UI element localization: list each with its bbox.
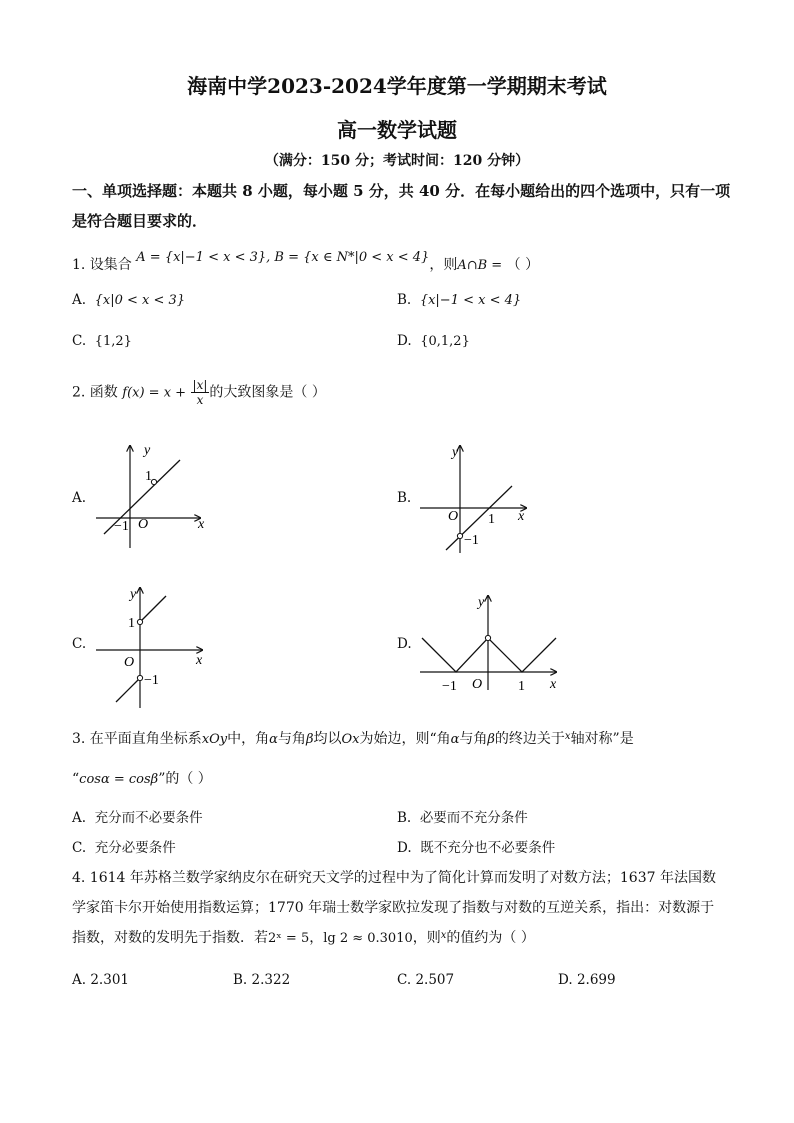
section-heading: 一、单项选择题：本题共 8 小题，每小题 5 分，共 40 分．在每小题给出的四个选项中，只有一项是符合题目要求的．	[72, 182, 731, 230]
function-line-left	[116, 678, 140, 702]
q3-beta: β	[487, 732, 495, 747]
open-point	[485, 635, 490, 640]
q3-cos-expr: cosα = cosβ	[79, 772, 159, 787]
option-text: 既不充分也不必要条件	[420, 840, 556, 856]
origin-label: O	[138, 517, 149, 532]
y-label: y	[144, 443, 151, 458]
q2-func: f(x) = x +	[122, 385, 187, 401]
exam-title: 海南中学2023-2024学年度第一学期期末考试	[187, 74, 607, 98]
exam-subtitle: 高一数学试题	[337, 118, 457, 142]
q4-eq1: 2ˣ = 5	[268, 931, 310, 946]
function-line-right	[140, 596, 166, 622]
q4-option-b	[233, 972, 290, 988]
q2-graph-a	[90, 440, 220, 550]
tick-1: 1	[488, 512, 495, 527]
q2-graph-b-letter: B.	[397, 490, 412, 506]
q4-eq2: lg 2 ≈ 0.3010	[323, 931, 413, 946]
option-letter: A.	[72, 972, 87, 988]
option-text: {0,1,2}	[420, 334, 470, 349]
option-letter: A.	[72, 810, 87, 826]
origin-label: O	[124, 655, 135, 670]
tick-neg1: −1	[114, 519, 129, 534]
option-text: {1,2}	[94, 334, 132, 349]
open-point	[151, 479, 156, 484]
option-letter: B.	[397, 292, 412, 308]
q2-graph-d-letter: D.	[397, 636, 412, 652]
q3-ox: Ox	[341, 732, 360, 747]
q1-prefix: 1. 设集合	[72, 257, 132, 273]
x-label: x	[198, 517, 205, 532]
y-label: y	[478, 595, 485, 610]
q2-fraction	[191, 378, 210, 407]
option-text: {x|−1 < x < 4}	[419, 293, 522, 308]
frac-numerator: |x|	[192, 378, 208, 392]
q3-option-b	[397, 806, 528, 826]
q3-xoy: xOy	[201, 732, 228, 747]
option-text: 2.322	[251, 972, 291, 988]
origin-label: O	[472, 677, 483, 692]
tick-neg1: −1	[464, 533, 479, 548]
x-label: x	[518, 509, 525, 524]
q3-beta: β	[305, 732, 314, 747]
q1-option-a	[72, 292, 185, 308]
q3-text: ”的（ ）	[158, 771, 212, 787]
q2-suffix: 的大致图象是（ ）	[209, 384, 326, 401]
option-text: {x|0 < x < 3}	[94, 293, 186, 308]
question-1	[72, 250, 540, 274]
q4-option-c	[397, 972, 454, 988]
option-letter: D.	[397, 333, 412, 349]
q3-text: 均以	[313, 731, 342, 747]
tick-neg1: −1	[144, 673, 159, 688]
origin-label: O	[448, 509, 459, 524]
tick-neg1: −1	[442, 679, 457, 694]
exam-info: （满分：150 分；考试时间：120 分钟）	[264, 153, 530, 169]
q3-text: 轴对称”是	[570, 731, 634, 747]
q1-blank: （ ）	[506, 257, 540, 273]
q1-expr: A∩B =	[457, 258, 503, 273]
option-text: 2.301	[90, 972, 129, 988]
q1-mid: ，则	[429, 257, 458, 273]
q3-text: 3. 在平面直角坐标系	[72, 731, 202, 747]
q4-var: x	[440, 930, 447, 941]
option-text: 充分而不必要条件	[94, 810, 203, 826]
frac-denominator: x	[196, 393, 204, 407]
q2-graph-b	[414, 440, 544, 555]
question-3-line2	[72, 768, 212, 788]
q4-text: 的值约为（ ）	[446, 930, 535, 946]
q3-option-d	[397, 836, 555, 856]
q4-text: ，则	[412, 930, 441, 946]
option-text: 2.699	[576, 972, 616, 988]
q2-graph-a-letter: A.	[72, 490, 87, 506]
option-letter: A.	[72, 292, 87, 308]
q1-option-c	[72, 333, 132, 349]
function-polyline	[422, 638, 556, 672]
q3-x: x	[564, 731, 571, 742]
q3-option-a	[72, 806, 203, 826]
q1-sets: A = {x|−1 < x < 3}, B = {x ∈ N*|0 < x < 4}	[136, 250, 430, 265]
option-letter: C.	[72, 333, 87, 349]
q4-option-d	[558, 972, 616, 988]
q1-option-d	[397, 333, 470, 349]
q4-text: ，	[309, 930, 324, 946]
option-letter: B.	[233, 972, 248, 988]
option-letter: D.	[558, 972, 573, 988]
tick-1: 1	[518, 679, 525, 694]
open-point-bottom	[137, 675, 142, 680]
q1-option-b	[397, 292, 521, 308]
q2-prefix: 2. 函数	[72, 384, 118, 401]
option-text: 2.507	[415, 972, 455, 988]
q3-alpha: α	[450, 732, 460, 747]
q3-text: “	[72, 771, 80, 787]
q3-alpha: α	[269, 732, 278, 747]
question-2	[72, 378, 326, 407]
q3-text: 中，角	[227, 731, 270, 747]
tick-1: 1	[128, 616, 135, 631]
x-label: x	[550, 677, 557, 692]
open-point-top	[137, 619, 142, 624]
tick-1: 1	[145, 469, 152, 484]
y-label: y	[452, 445, 459, 460]
q3-text: 为始边，则“角	[359, 731, 451, 747]
question-3	[72, 728, 634, 748]
option-letter: C.	[397, 972, 412, 988]
q2-graph-c	[90, 582, 215, 710]
q2-graph-c-letter: C.	[72, 636, 87, 652]
x-label: x	[196, 653, 203, 668]
option-text: 充分必要条件	[94, 840, 176, 856]
option-letter: B.	[397, 810, 412, 826]
q3-text: 的终边关于	[494, 731, 565, 747]
question-4	[72, 863, 722, 955]
q4-text: 4. 1614 年苏格兰数学家纳皮尔在研究天文学的过程中为了简化计算而发明了对数方法；1637 年法国数学家笛卡尔开始使用指数运算；1770 年瑞士数学家欧拉发现了指数与对数的互逆关系，指出：对数源于指数，对数的发明先于指数．若	[72, 870, 716, 946]
option-text: 必要而不充分条件	[419, 810, 528, 826]
open-point	[457, 533, 462, 538]
q4-option-a	[72, 972, 129, 988]
q3-text: 与角	[277, 731, 306, 747]
q2-graph-d	[414, 590, 564, 696]
q3-text: 与角	[459, 731, 488, 747]
option-letter: D.	[397, 840, 412, 856]
q3-option-c	[72, 836, 176, 856]
y-label: y	[130, 587, 137, 602]
option-letter: C.	[72, 840, 87, 856]
